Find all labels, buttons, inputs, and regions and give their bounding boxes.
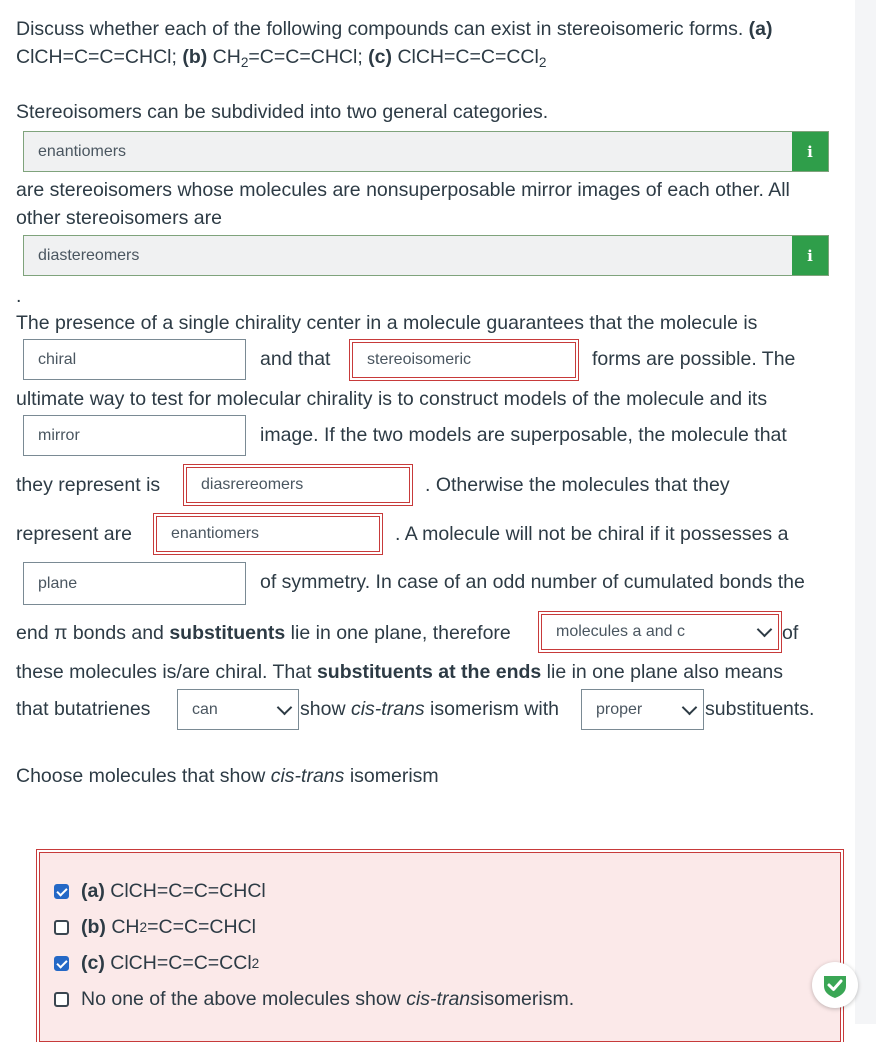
text-and-that: and that — [260, 348, 331, 370]
text-will-not-be-chiral: . A molecule will not be chiral if it possesses a — [395, 523, 789, 545]
sentence-substituents-ends: these molecules is/are chiral. That substituents at the ends lie in one plane also means — [16, 661, 783, 683]
answer-field-6[interactable]: diasrereomers — [186, 467, 410, 503]
answer-field-1-value: enantiomers — [38, 142, 127, 160]
sentence-categories: Stereoisomers can be subdivided into two general categories. — [16, 101, 549, 123]
select-chiral-molecules[interactable]: molecules a and c — [541, 614, 779, 650]
text-of-symmetry: of symmetry. In case of an odd number of cumulated bonds the — [260, 571, 805, 593]
info-icon[interactable]: i — [792, 236, 828, 275]
text-that-butatrienes: that butatrienes — [16, 698, 151, 720]
sentence-enantiomers-definition: are stereoisomers whose molecules are nonsuperposable mirror images of each other. All — [16, 179, 790, 201]
correct-check-icon — [812, 962, 858, 1008]
text-represent-are: represent are — [16, 523, 132, 545]
option-a[interactable]: (a) ClCH=C=C=CHCl — [54, 880, 266, 903]
question-line-2: ClCH=C=C=CHCl; (b) $CH_2=C=C=CHCl$; (c) ClCH=C=C=CCl$_2$ — [16, 46, 547, 70]
text-end-pi-bonds: end π bonds and substituents lie in one plane, therefore — [16, 622, 511, 644]
option-none[interactable]: No one of the above molecules show cis-trans isomerism. — [54, 988, 574, 1011]
choose-prompt: Choose molecules that show cis-trans isomerism — [16, 765, 439, 787]
select-proper[interactable]: proper — [581, 689, 704, 730]
checkbox-checked-icon[interactable] — [54, 884, 69, 899]
answer-field-8[interactable]: plane — [23, 562, 246, 605]
sentence-chirality-center: The presence of a single chirality center in a molecule guarantees that the molecule is — [16, 312, 758, 334]
answer-field-2-value: diastereomers — [38, 246, 140, 264]
text-show-cis-trans: show cis-trans isomerism with — [300, 698, 559, 720]
chevron-down-icon — [277, 699, 293, 715]
text-they-represent-is: they represent is — [16, 474, 161, 496]
question-line-1: Discuss whether each of the following compounds can exist in stereoisomeric forms. (a) — [16, 18, 773, 40]
checkbox-unchecked-icon[interactable] — [54, 920, 69, 935]
checkbox-checked-icon[interactable] — [54, 956, 69, 971]
answer-field-4[interactable]: stereoisomeric — [352, 342, 576, 378]
text-of: of — [782, 622, 799, 644]
answer-field-7[interactable]: enantiomers — [156, 516, 380, 552]
chevron-down-icon — [757, 622, 773, 638]
checkbox-unchecked-icon[interactable] — [54, 992, 69, 1007]
text-otherwise: . Otherwise the molecules that they — [425, 474, 730, 496]
answer-field-3[interactable]: chiral — [23, 339, 246, 380]
select-can[interactable]: can — [177, 689, 299, 730]
period-mark: . — [16, 285, 22, 307]
answer-field-2[interactable] — [23, 235, 829, 276]
text-forms-possible: forms are possible. The — [592, 348, 796, 370]
text-image-superposable: image. If the two models are superposable, the molecule that — [260, 424, 787, 446]
answer-field-5[interactable]: mirror — [23, 415, 246, 456]
chevron-down-icon — [682, 699, 698, 715]
option-c[interactable]: (c) ClCH=C=C=CCl 2 — [54, 952, 259, 975]
sentence-other-stereoisomers: other stereoisomers are — [16, 207, 222, 229]
answer-field-1[interactable] — [23, 131, 829, 172]
text-substituents: substituents. — [705, 698, 815, 720]
sentence-ultimate-way: ultimate way to test for molecular chirality is to construct models of the molecule and its — [16, 388, 768, 410]
option-b[interactable]: (b) CH 2 =C=C=CHCl — [54, 916, 256, 939]
scrollbar-track[interactable] — [855, 0, 876, 1024]
info-icon[interactable]: i — [792, 132, 828, 171]
